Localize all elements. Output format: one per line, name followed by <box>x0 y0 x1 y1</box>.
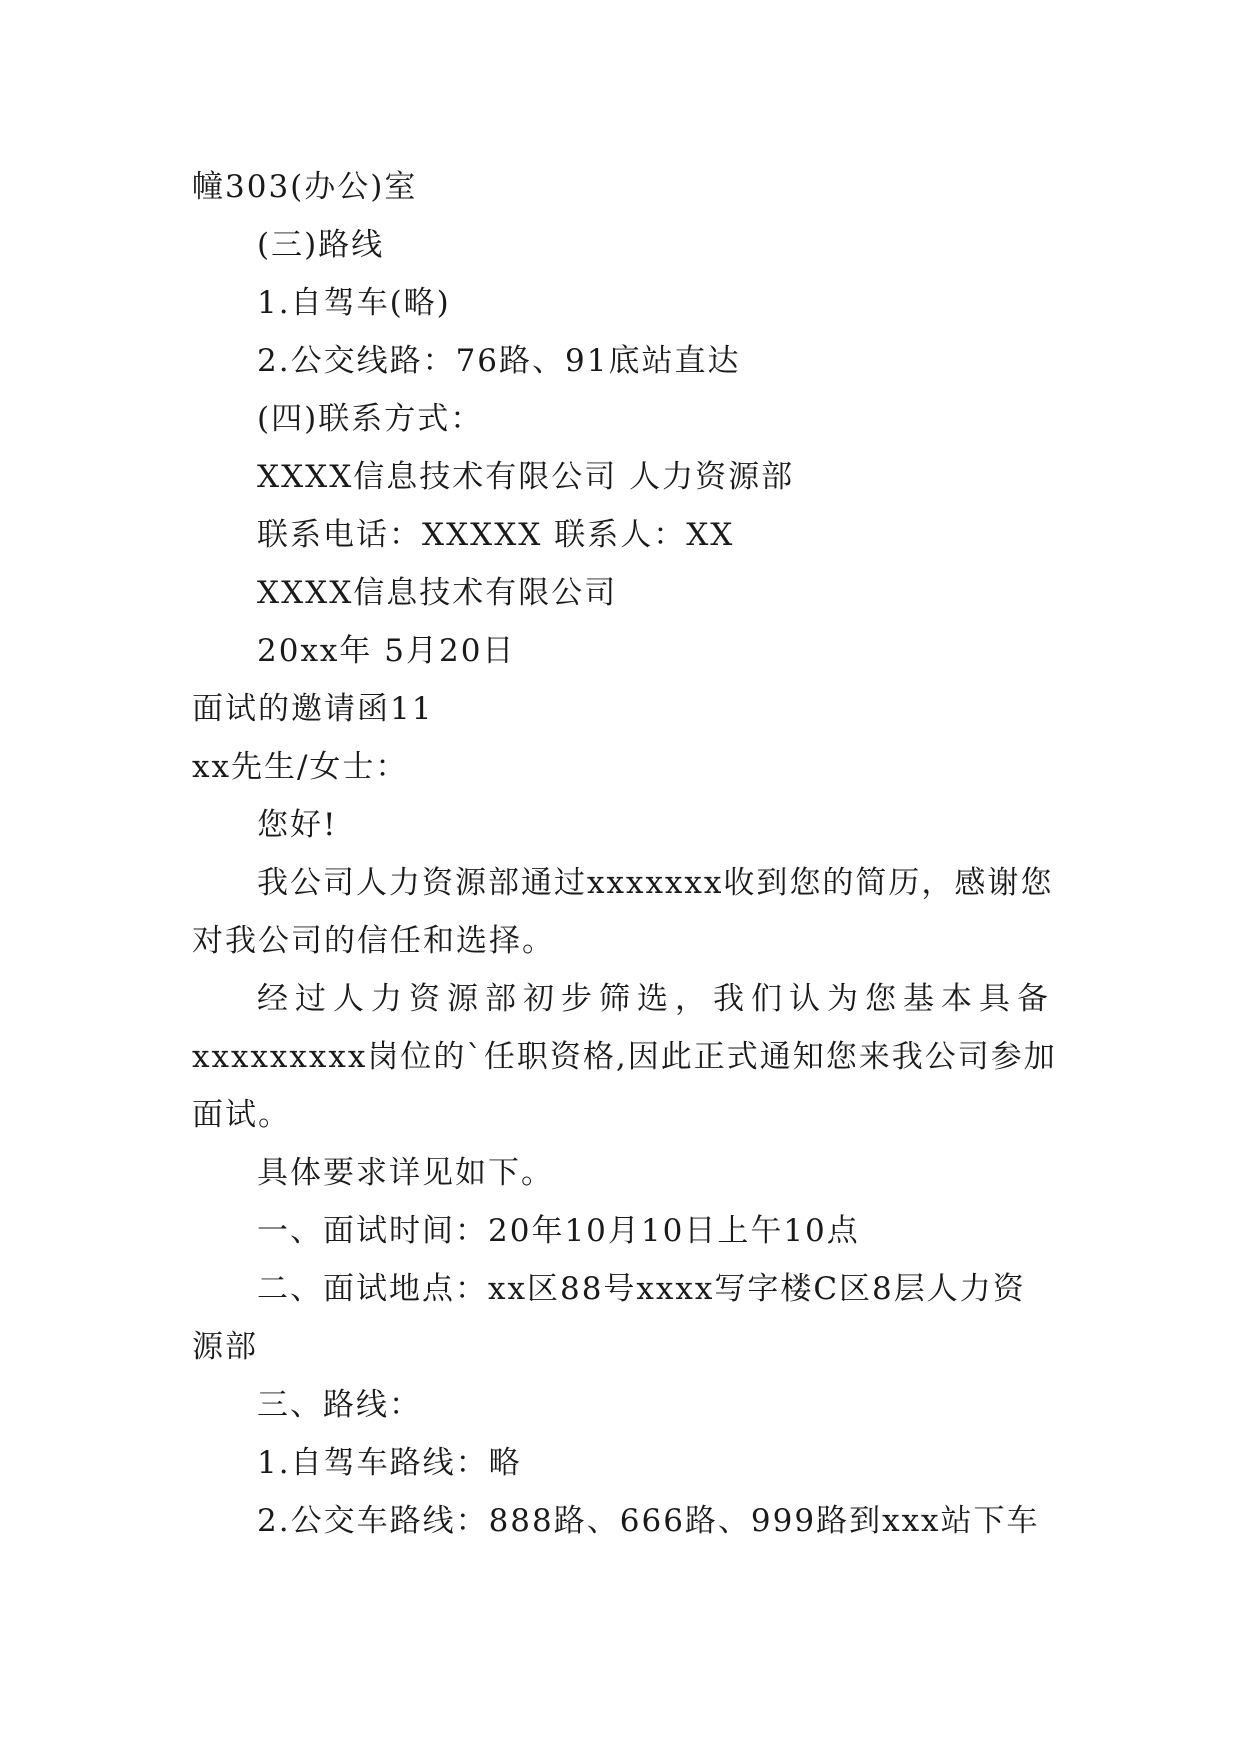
section-title: 面试的邀请函11 <box>192 691 434 727</box>
text-line: 幢303(办公)室 <box>192 169 418 205</box>
salutation: xx先生/女士： <box>192 749 409 785</box>
text-line: XXXX信息技术有限公司 人力资源部 <box>257 459 795 495</box>
paragraph-line: 我公司人力资源部通过xxxxxxx收到您的简历，感谢您 <box>257 865 1054 901</box>
interview-time: 一、面试时间：20年10月10日上午10点 <box>257 1213 860 1249</box>
text-line: XXXX信息技术有限公司 <box>257 575 618 611</box>
paragraph-line: 经过人力资源部初步筛选，我们认为您基本具备 <box>257 981 1055 1017</box>
text-line: 20xx年 5月20日 <box>257 633 516 669</box>
paragraph-line: 具体要求详见如下。 <box>257 1155 554 1191</box>
paragraph-line: 对我公司的信任和选择。 <box>192 923 555 959</box>
text-line: 联系电话：XXXXX 联系人：XX <box>257 517 735 553</box>
text-line: 1.自驾车(略) <box>257 285 451 321</box>
paragraph-line: 面试。 <box>192 1097 291 1133</box>
paragraph-line: xxxxxxxxx岗位的`任职资格,因此正式通知您来我公司参加 <box>192 1039 1057 1075</box>
route-heading: 三、路线： <box>257 1387 422 1423</box>
route-driving: 1.自驾车路线：略 <box>257 1445 522 1481</box>
text-line: (三)路线 <box>257 227 385 263</box>
greeting: 您好! <box>257 807 338 843</box>
interview-location: 二、面试地点：xx区88号xxxx写字楼C区8层人力资 <box>257 1271 1026 1307</box>
interview-location-cont: 源部 <box>192 1329 258 1365</box>
text-line: (四)联系方式： <box>257 401 484 437</box>
route-bus: 2.公交车路线：888路、666路、999路到xxx站下车 <box>257 1503 1040 1539</box>
text-line: 2.公交线路：76路、91底站直达 <box>257 343 741 379</box>
